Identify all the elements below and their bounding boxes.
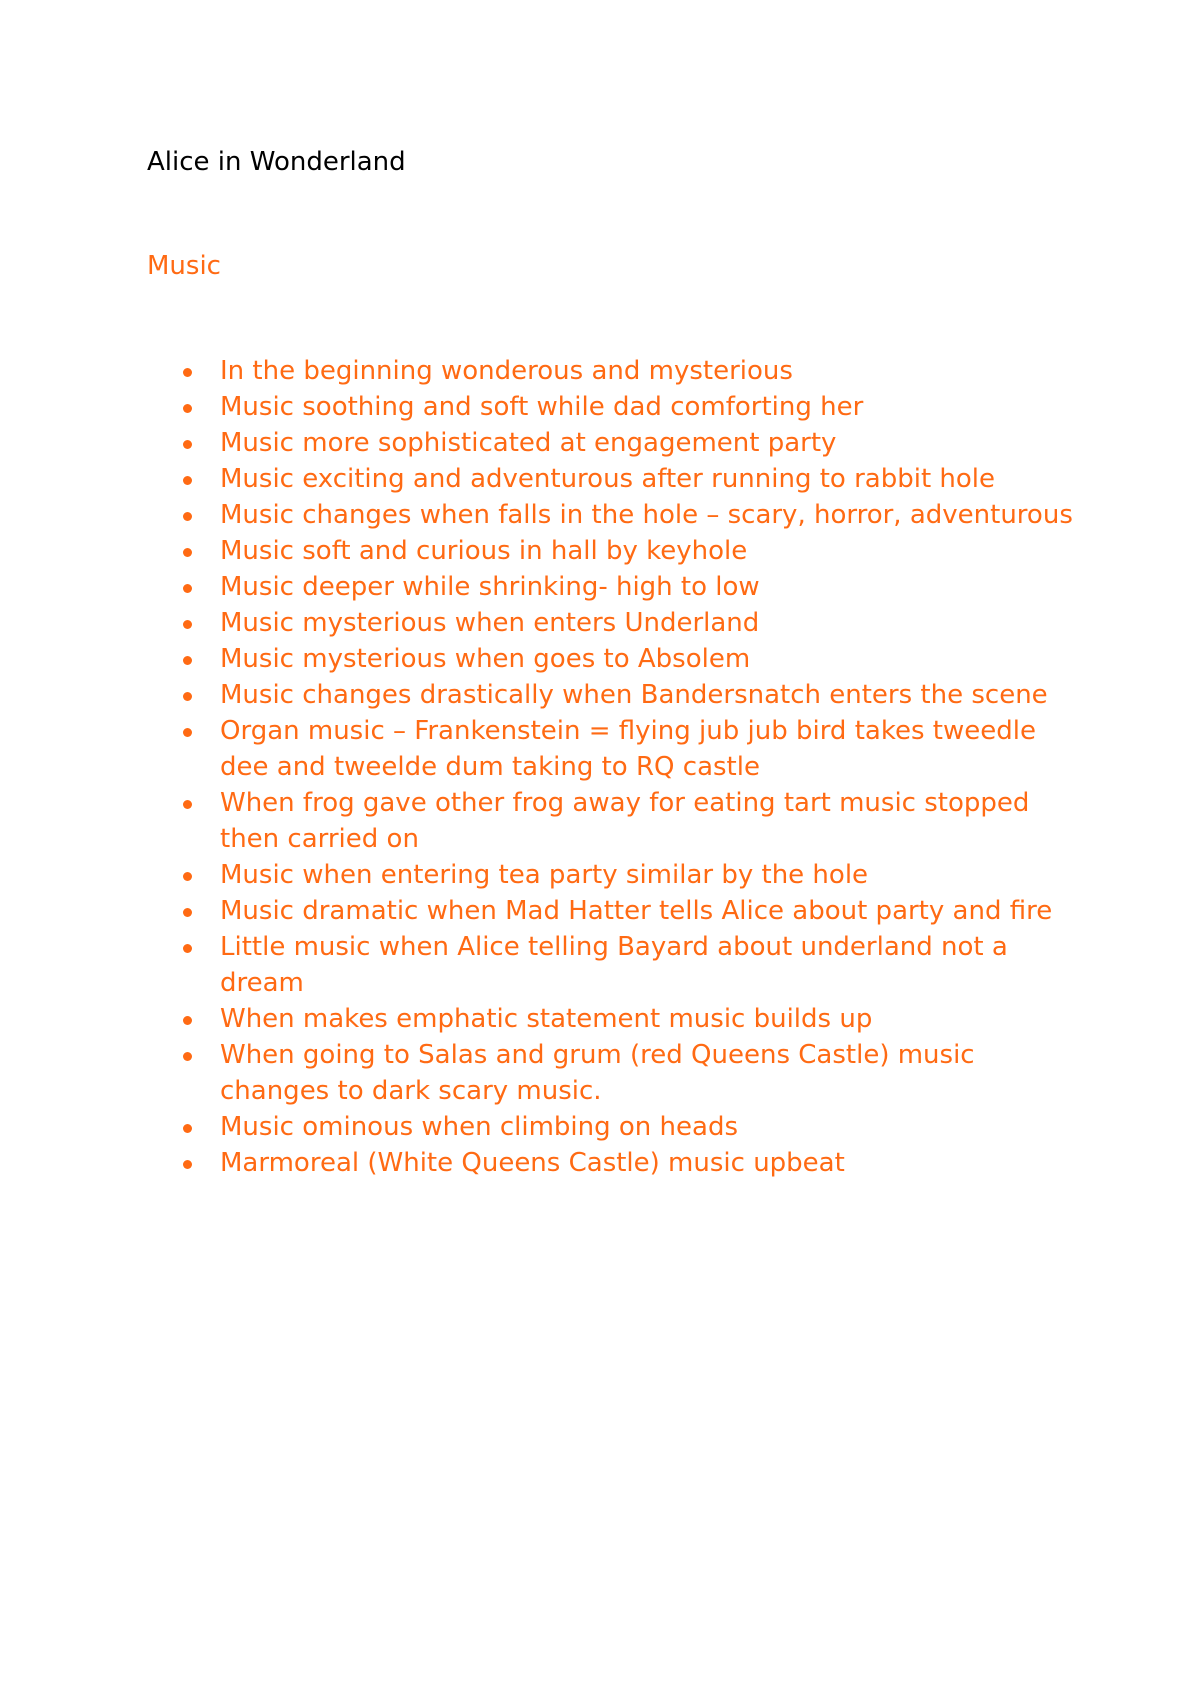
list-item-text: When going to Salas and grum (red Queens Castle) music changes to dark scary music.: [220, 1040, 975, 1106]
list-item-text: Music changes when falls in the hole – scary, horror, adventurous: [220, 500, 1073, 530]
bullet-icon: [183, 368, 192, 377]
list-item: [0, 425, 1080, 461]
list-item: [0, 1109, 1080, 1145]
bullet-icon: [183, 548, 192, 557]
list-item: [0, 533, 1080, 569]
list-item: [0, 785, 1080, 857]
bullet-icon: [183, 1124, 192, 1133]
list-item-text: Music when entering tea party similar by the hole: [220, 860, 869, 890]
bullet-icon: [183, 404, 192, 413]
bullet-icon: [183, 872, 192, 881]
list-item-text: Music ominous when climbing on heads: [220, 1112, 739, 1142]
bullet-icon: [183, 620, 192, 629]
list-item-text: Music soothing and soft while dad comforting her: [220, 392, 864, 422]
bullet-icon: [183, 656, 192, 665]
list-item-text: When makes emphatic statement music builds up: [220, 1004, 873, 1034]
bullet-icon: [183, 476, 192, 485]
section-heading-music: Music: [147, 251, 221, 281]
list-item-text: Music dramatic when Mad Hatter tells Alice about party and fire: [220, 896, 1053, 926]
list-item: [0, 1145, 1080, 1181]
list-item: [0, 677, 1080, 713]
music-notes-list: [0, 353, 1200, 1181]
list-item-text: Music more sophisticated at engagement party: [220, 428, 837, 458]
bullet-icon: [183, 440, 192, 449]
bullet-icon: [183, 692, 192, 701]
list-item: [0, 641, 1080, 677]
bullet-icon: [183, 908, 192, 917]
list-item-text: When frog gave other frog away for eating tart music stopped then carried on: [220, 788, 1030, 854]
bullet-icon: [183, 1160, 192, 1169]
bullet-icon: [183, 728, 192, 737]
list-item: [0, 389, 1080, 425]
bullet-icon: [183, 800, 192, 809]
list-item: [0, 461, 1080, 497]
list-item: [0, 569, 1080, 605]
list-item-text: Marmoreal (White Queens Castle) music upbeat: [220, 1148, 845, 1178]
bullet-icon: [183, 1016, 192, 1025]
bullet-icon: [183, 512, 192, 521]
list-item-text: Music mysterious when enters Underland: [220, 608, 760, 638]
list-item-text: Organ music – Frankenstein = flying jub jub bird takes tweedle dee and tweelde dum taking to RQ castle: [220, 716, 1036, 782]
list-item: [0, 929, 1080, 1001]
list-item: [0, 1001, 1080, 1037]
bullet-icon: [183, 584, 192, 593]
bullet-icon: [183, 1052, 192, 1061]
bullet-icon: [183, 944, 192, 953]
list-item: [0, 713, 1080, 785]
list-item-text: Music exciting and adventurous after running to rabbit hole: [220, 464, 996, 494]
list-item-text: In the beginning wonderous and mysterious: [220, 356, 793, 386]
list-item: [0, 497, 1080, 533]
list-item-text: Music deeper while shrinking- high to low: [220, 572, 760, 602]
list-item: [0, 893, 1080, 929]
list-item-text: Music mysterious when goes to Absolem: [220, 644, 751, 674]
list-item: [0, 605, 1080, 641]
list-item: [0, 353, 1080, 389]
document-title: Alice in Wonderland: [147, 147, 406, 177]
list-item-text: Little music when Alice telling Bayard about underland not a dream: [220, 932, 1008, 998]
list-item: [0, 857, 1080, 893]
list-item-text: Music soft and curious in hall by keyhole: [220, 536, 748, 566]
list-item-text: Music changes drastically when Bandersnatch enters the scene: [220, 680, 1048, 710]
list-item: [0, 1037, 1080, 1109]
